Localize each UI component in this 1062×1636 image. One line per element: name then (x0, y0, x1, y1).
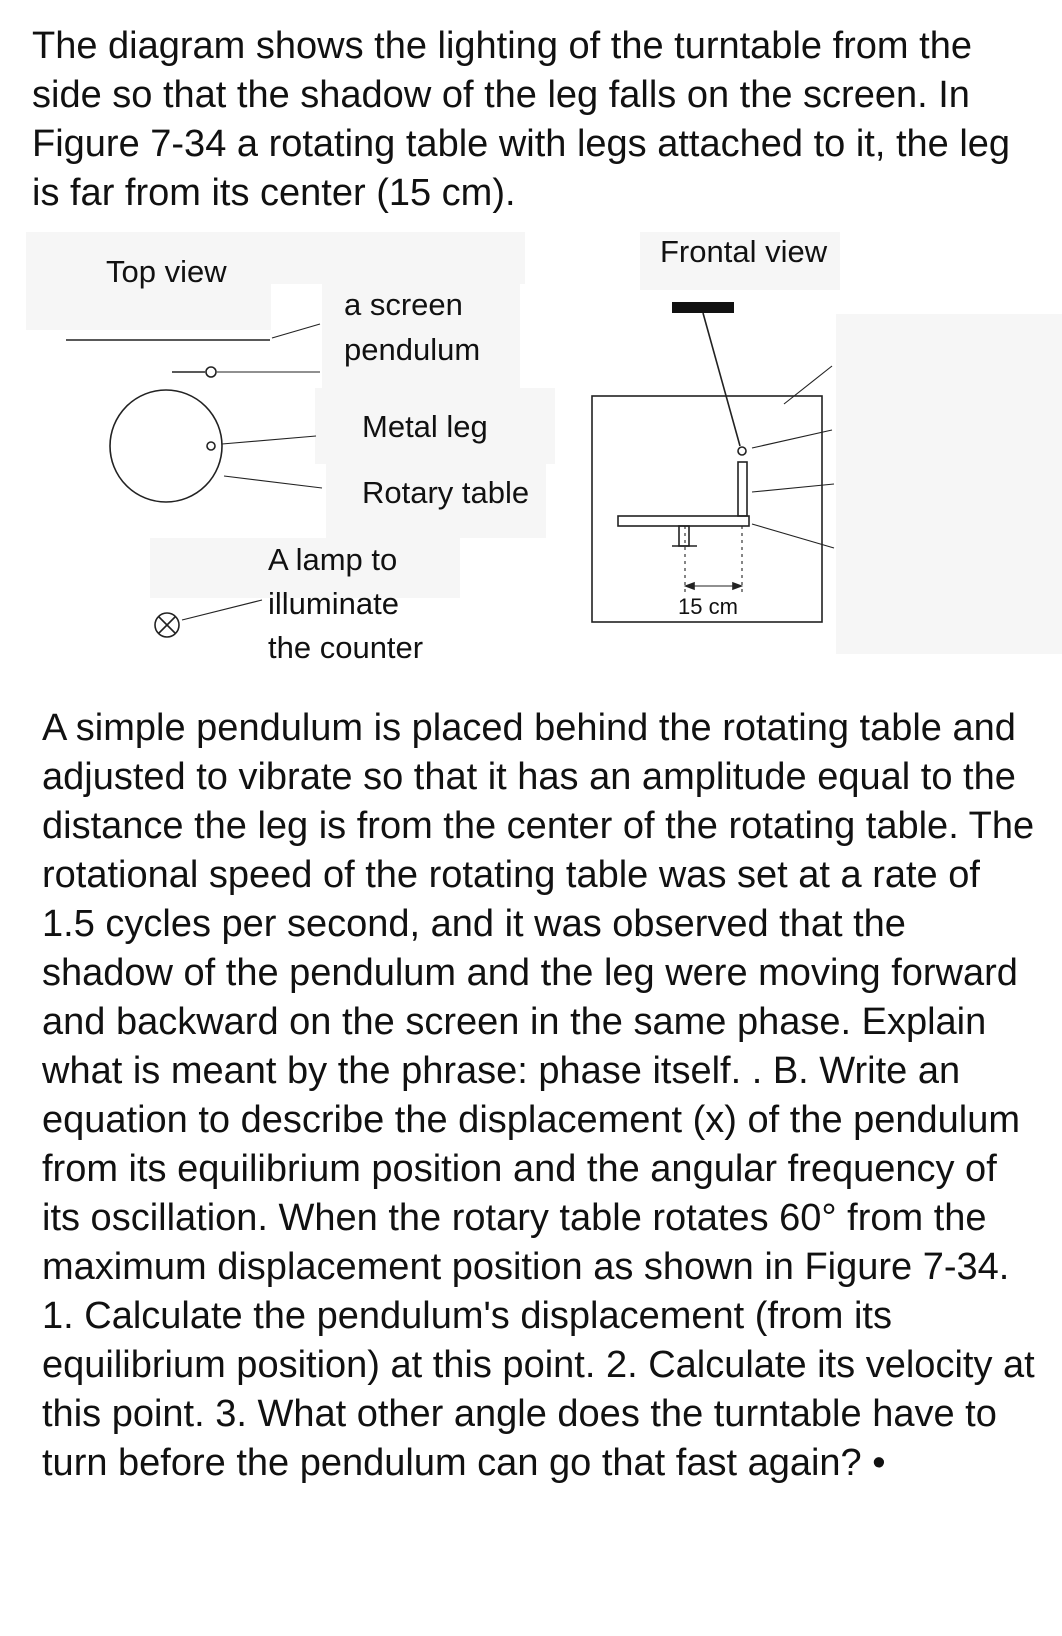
rotary-table-top (618, 516, 749, 526)
lamp-label-line: illuminate (268, 586, 399, 621)
metal-leg-label: Metal leg (362, 409, 488, 444)
arrow-head-right (733, 583, 741, 589)
top-view-label: Top view (106, 254, 227, 289)
lamp-label-line: A lamp to (268, 542, 398, 577)
lamp-label (268, 538, 423, 670)
rotary-table-circle (110, 390, 222, 502)
arrow-head-left (686, 583, 694, 589)
figure-7-34 (0, 232, 1062, 692)
rotary-table-label: Rotary table (362, 475, 530, 510)
lamp-icon (155, 613, 179, 637)
pendulum-support (672, 302, 734, 313)
metal-leg-dot (207, 442, 215, 450)
lamp-pointer (182, 600, 262, 620)
pendulum-label: pendulum (344, 332, 481, 367)
distance-label: 15 cm (678, 594, 738, 619)
frontal-screen-pointer (784, 366, 832, 404)
intro-paragraph: The diagram shows the lighting of the turntable from the side so that the shadow of the leg falls on the screen. In Figure 7-34 a rotating table with legs attached to it, the leg is far from its center (15 cm). (32, 25, 1011, 214)
screen-label: a screen (344, 287, 463, 322)
pendulum-bob (738, 447, 746, 455)
pendulum-string (703, 313, 740, 446)
frontal-view-label: Frontal view (660, 234, 828, 269)
metal-leg (738, 462, 747, 516)
metal-leg-pointer (222, 436, 316, 444)
lamp-label-line: the counter (268, 630, 424, 665)
question-paragraph: A simple pendulum is placed behind the rotating table and adjusted to vibrate so that it has an amplitude equal to the distance the leg is from the center of the rotating table. The rotational speed of the rotating table was set at a rate of 1.5 cycles per second, and it was observed that the shadow of the pendulum and the leg were moving forward and backward on the screen in the same phase. Explain what is meant by the phrase: phase itself. . B. Write an equation to describe the displacement (x) of the pendulum from its equilibrium position and the angular frequency of its oscillation. When the rotary table rotates 60° from the maximum displacement position as shown in Figure 7-34. 1. Calculate the pendulum's displacement (from its equilibrium position) at this point. 2. Calculate its velocity at this point. 3. What other angle does the turntable have to turn before the pendulum can go that fast again? • (42, 707, 1035, 1484)
rotary-table-pointer (224, 476, 322, 488)
pendulum-bob-top (206, 367, 216, 377)
diagram-drawing (0, 232, 1062, 692)
table-axle (679, 526, 689, 546)
screen-box (592, 396, 822, 622)
screen-pointer (272, 324, 320, 338)
frontal-pendulum-pointer (752, 430, 832, 448)
